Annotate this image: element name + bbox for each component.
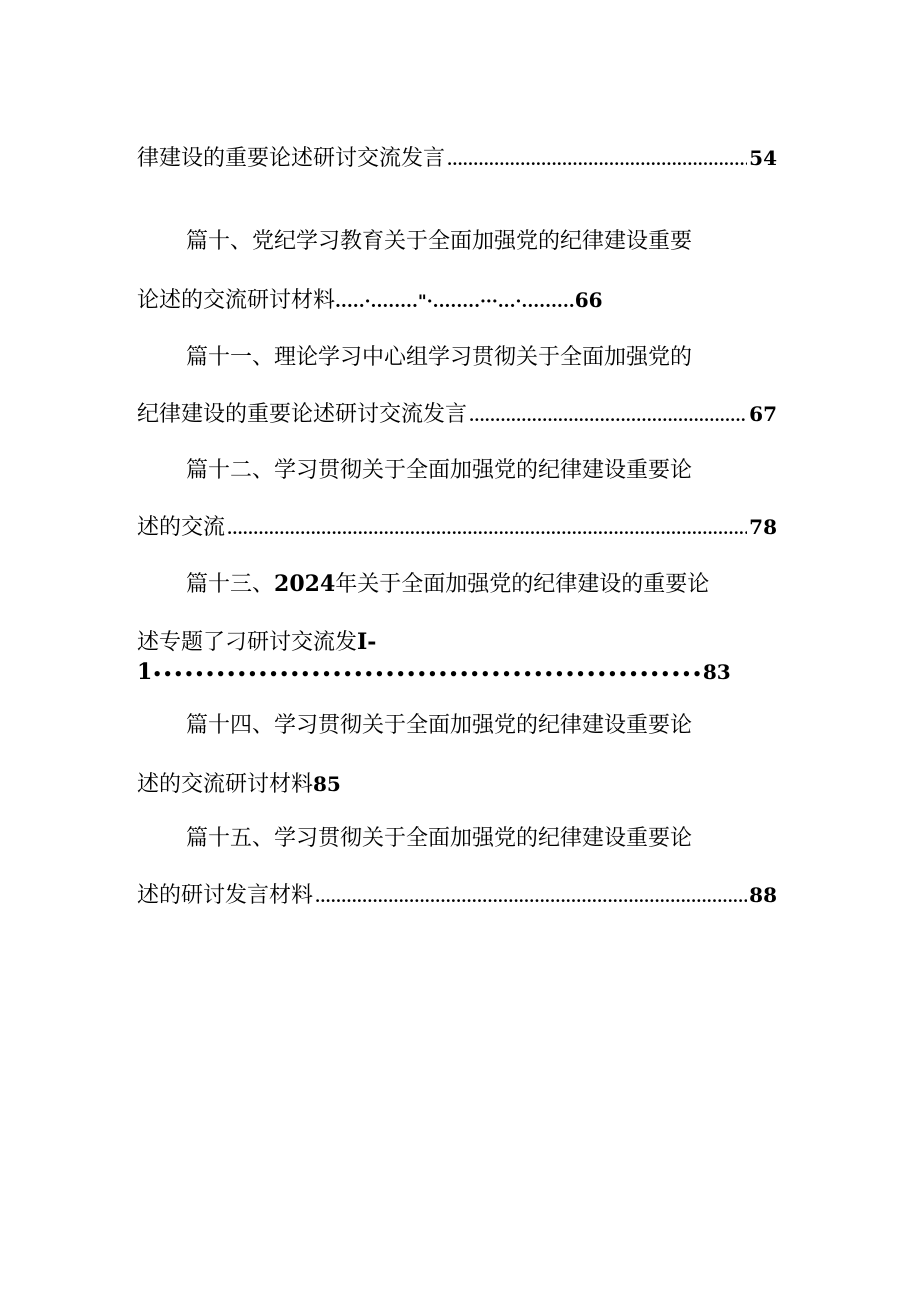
toc-entry-line2[interactable] — [137, 879, 777, 911]
toc-entry-title: 述专题了刁研讨交流发 — [137, 630, 358, 655]
toc-entry-title-line1[interactable]: 篇十、党纪学习教育关于全面加强党的纪律建设重要 — [186, 229, 693, 254]
toc-entry-title-line1[interactable]: 篇十二、学习贯彻关于全面加强党的纪律建设重要论 — [186, 458, 693, 483]
toc-entry-lead: 1 — [137, 659, 153, 685]
toc-entry-line2[interactable] — [137, 511, 777, 543]
toc-page-number: 54 — [749, 146, 777, 170]
toc-entry-prefix: 篇十三、 — [186, 572, 275, 597]
toc-entry-title-line1[interactable] — [186, 568, 777, 600]
toc-entry-line2[interactable] — [137, 626, 777, 658]
toc-entry-title: 述的交流 — [137, 515, 226, 540]
toc-entry-title: 律建设的重要论述研讨交流发言 — [137, 146, 446, 171]
toc-page-number: 83 — [702, 660, 731, 684]
dot-leader-garbled: .....·........"·........···...·......... — [335, 292, 575, 312]
dot-leader — [469, 400, 747, 430]
bullet-leader: •••••••••••••••••••••••••••••••••••••••••••••••••••• — [152, 665, 703, 683]
toc-entry-line3[interactable] — [137, 656, 777, 688]
toc-entry-title: 纪律建设的重要论述研讨交流发言 — [137, 402, 468, 427]
dot-leader — [315, 881, 747, 911]
toc-page-number: 88 — [749, 883, 777, 907]
toc-entry-title-line1[interactable]: 篇十五、学习贯彻关于全面加强党的纪律建设重要论 — [186, 826, 693, 851]
toc-entry-title: 述的研讨发言材料 — [137, 883, 314, 908]
dot-leader — [447, 144, 747, 174]
toc-entry-title-line1[interactable]: 篇十一、理论学习中心组学习贯彻关于全面加强党的 — [186, 345, 693, 370]
toc-entry-title-line1[interactable]: 篇十四、学习贯彻关于全面加强党的纪律建设重要论 — [186, 713, 693, 738]
toc-entry-title: 论述的交流研讨材料 — [137, 288, 336, 313]
toc-page-number: 67 — [749, 402, 777, 426]
toc-entry-title: 述的交流研讨材料 — [137, 772, 314, 797]
toc-entry-year: 2024 — [274, 571, 336, 597]
dot-leader — [227, 513, 747, 543]
toc-entry-line2[interactable] — [137, 398, 777, 430]
toc-page-number: 85 — [313, 772, 341, 796]
toc-entry-title-rest: 年关于全面加强党的纪律建设的重要论 — [335, 572, 710, 597]
toc-entry-garbled-tail: I- — [357, 629, 377, 655]
toc-page-number: 78 — [749, 515, 777, 539]
toc-entry-continuation[interactable] — [137, 142, 777, 174]
toc-page-number: 66 — [574, 288, 603, 312]
toc-entry-line2[interactable] — [137, 284, 777, 316]
toc-entry-line2[interactable] — [137, 768, 777, 800]
